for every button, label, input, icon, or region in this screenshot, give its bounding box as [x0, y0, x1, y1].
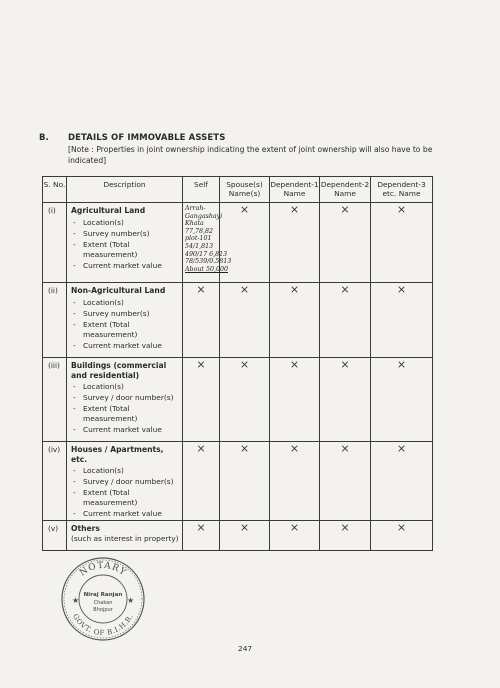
seal-top-text: NOTARY — [78, 560, 129, 579]
list-item: - Current market value — [71, 509, 179, 519]
col-dependent-3: Dependent-3 etc. Name — [371, 177, 433, 203]
list-item: - Extent (Total measurement) — [71, 404, 179, 424]
table-header-row — [43, 177, 433, 203]
list-item: - Current market value — [71, 425, 179, 435]
col-dependent-2: Dependent-2 Name — [320, 177, 371, 203]
list-item: - Survey / door number(s) — [71, 477, 179, 487]
row-subtitle: (such as interest in property) — [71, 533, 179, 543]
notary-seal-graphic — [60, 556, 146, 642]
row-sno: (iv) — [43, 442, 67, 521]
table-row — [43, 203, 433, 283]
section-letter: B. — [39, 133, 49, 143]
section-title: DETAILS OF IMMOVABLE ASSETS — [68, 133, 226, 143]
cross-mark: × — [289, 203, 300, 216]
col-description: Description — [67, 177, 183, 203]
cross-mark: × — [289, 442, 300, 455]
table-row — [43, 283, 433, 358]
table-row — [43, 442, 433, 521]
row-description — [67, 442, 183, 521]
section-note: [Note : Properties in joint ownership indicating the extent of joint ownership will also have to be indicated] — [68, 145, 433, 165]
cross-mark: × — [196, 442, 206, 455]
row-description — [67, 203, 183, 283]
cross-mark: × — [396, 521, 407, 534]
seal-name: Niraj Ranjan — [83, 592, 123, 598]
cross-mark: × — [196, 358, 206, 371]
cross-mark: × — [396, 358, 407, 371]
table-row — [43, 358, 433, 442]
row-title: Buildings (commercial and residential) — [71, 361, 167, 380]
cross-mark: × — [196, 521, 206, 534]
list-item: - Location(s) — [71, 466, 179, 476]
cross-mark: × — [340, 283, 350, 296]
list-item: - Extent (Total measurement) — [71, 488, 179, 508]
seal-star-left: ★ — [72, 596, 80, 605]
cross-mark: × — [239, 442, 250, 455]
row-sno: (i) — [43, 203, 67, 283]
col-spouse: Spouse(s) Name(s) — [220, 177, 270, 203]
row-title: Others — [71, 524, 100, 533]
notary-seal — [60, 556, 146, 642]
row-sno: (iii) — [43, 358, 67, 442]
list-item: - Location(s) — [71, 298, 179, 308]
list-item: - Survey number(s) — [71, 309, 179, 319]
cross-mark: × — [340, 442, 350, 455]
cross-mark: × — [396, 283, 407, 296]
row-description — [67, 283, 183, 358]
row-title: Agricultural Land — [71, 206, 146, 215]
seal-place-2: Bhojpur — [93, 607, 113, 613]
cross-mark: × — [239, 521, 250, 534]
row-description — [67, 358, 183, 442]
cross-mark: × — [396, 203, 407, 216]
col-self: Self — [183, 177, 220, 203]
col-dependent-1: Dependent-1 Name — [270, 177, 320, 203]
list-item: - Location(s) — [71, 382, 179, 392]
cross-mark: × — [289, 521, 300, 534]
cross-mark: × — [239, 203, 250, 216]
cross-mark: × — [196, 283, 206, 296]
cross-mark: × — [340, 203, 350, 216]
seal-bottom-text: GOVT. OF B.I.H.R. — [71, 612, 135, 638]
row-title: Non-Agricultural Land — [71, 286, 166, 295]
col-sno: S. No. — [43, 177, 67, 203]
list-item: - Extent (Total measurement) — [71, 240, 179, 260]
page-number: 247 — [238, 644, 253, 653]
cross-mark: × — [289, 283, 300, 296]
cross-mark: × — [289, 358, 300, 371]
row-sno: (ii) — [43, 283, 67, 358]
immovable-assets-table — [42, 176, 433, 551]
seal-place-1: Chakan — [93, 600, 113, 606]
cross-mark: × — [340, 521, 350, 534]
table-row — [43, 521, 433, 551]
self-handwritten-entry: Arrah- Gangashayi Khata 77,78,82 plot-101 54/1,813 490/17 6,813 78/539/0.5813 About 50,000 — [183, 203, 220, 283]
row-title: Houses / Apartments, etc. — [71, 445, 164, 464]
list-item: - Extent (Total measurement) — [71, 320, 179, 340]
list-item: - Current market value — [71, 261, 179, 271]
seal-star-right: ★ — [127, 596, 135, 605]
cross-mark: × — [396, 442, 407, 455]
row-description — [67, 521, 183, 551]
cross-mark: × — [239, 283, 250, 296]
row-sno: (v) — [43, 521, 67, 551]
svg-text:NOTARY — [78, 561, 128, 579]
list-item: - Survey number(s) — [71, 229, 179, 239]
list-item: - Current market value — [71, 341, 179, 351]
cross-mark: × — [239, 358, 250, 371]
cross-mark: × — [340, 358, 350, 371]
list-item: - Survey / door number(s) — [71, 393, 179, 403]
list-item: - Location(s) — [71, 218, 179, 228]
